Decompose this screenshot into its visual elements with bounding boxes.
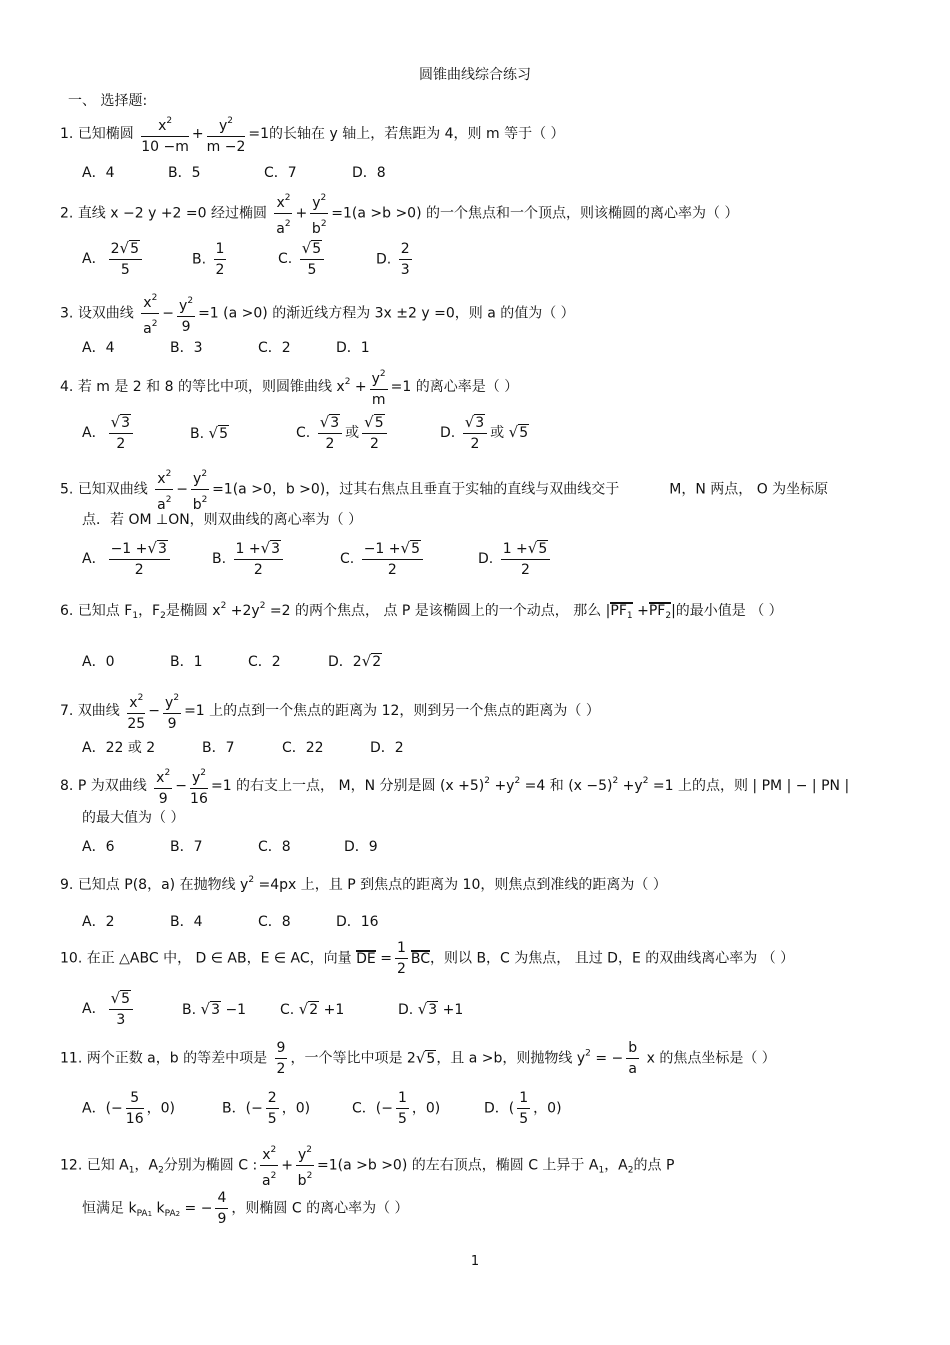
question-10-options	[82, 990, 463, 1028]
option-d[interactable]: D．2√2	[328, 652, 382, 670]
question-6: 6. 已知点 $F_1$，$F_2$是椭圆 $x^2 +2y^2 =2$ 的两个焦点， 点 P 是该椭圆上的一个动点， 那么 $|PF_1 +PF_2|$的最小值是 （ ）	[60, 602, 910, 624]
option-c[interactable]: C．8	[258, 914, 291, 930]
question-1: 1. 已知椭圆 $\frac{x^2}{10 -m}$ + $\frac{y^2}{m -2}$ =1的长轴在 y 轴上，若焦距为 4，则 m 等于（ ）	[60, 113, 910, 155]
option-d[interactable]: D．16	[336, 914, 379, 930]
page-title: 圆锥曲线综合练习	[419, 67, 531, 83]
question-3-options	[82, 341, 370, 355]
question-4-options	[82, 414, 529, 452]
option-a[interactable]: A．4	[82, 340, 115, 356]
option-d[interactable]: D．9	[344, 839, 378, 855]
option-a[interactable]: A．4	[82, 165, 115, 181]
option-a[interactable]: A．2	[82, 914, 115, 930]
option-a[interactable]: A． $\frac{2√5}{5}$	[82, 240, 192, 278]
option-a[interactable]: A． $\frac{√3}{2}$	[82, 414, 190, 452]
option-d[interactable]: D．2	[370, 740, 404, 756]
question-5-options	[82, 540, 553, 578]
question-1-options	[82, 166, 386, 180]
question-12: 12. 已知 $A_1$，$A_2$分别为椭圆 C : $\frac{x^2}{a^2}$ + $\frac{y^2}{b^2}$ =1(a >b >0) 的左右顶点，椭圆 C 上异于 $A_1$，$A_2$的点 P	[60, 1142, 910, 1189]
question-12-line2: 恒满足 $k_{PA1}$ $k_{PA2}$ = − $\frac{4}{9}$ ，则椭圆 C 的离心率为（ ）	[82, 1190, 409, 1227]
option-d[interactable]: D. $\frac{√3}{2}$ 或 √5	[440, 413, 529, 452]
option-d[interactable]: D. $\frac{2}{3}$	[376, 240, 410, 278]
option-b[interactable]: B. $\frac{1}{2}$	[192, 240, 225, 278]
option-a[interactable]: A． $\frac{√5}{3}$	[82, 990, 182, 1028]
option-b[interactable]: B．1	[170, 653, 203, 670]
option-b[interactable]: B. $\frac{1 +√3}{2}$	[212, 540, 340, 578]
option-a[interactable]: A．22 或 2	[82, 740, 156, 756]
question-5: 5. 已知双曲线 $\frac{x^2}{a^2}$ − $\frac{y^2}{b^2}$ =1(a >0，b >0)，过其右焦点且垂直于实轴的直线与双曲线交于 M，N 两点， O 为坐标原	[60, 466, 910, 513]
question-8-line2: 的最大值为（ ）	[82, 810, 185, 826]
question-7-options	[82, 741, 404, 755]
question-11: 11. 两个正数 a，b 的等差中项是 $\frac{9}{2}$ ，一个等比中项是 2√5，且 a >b，则抛物线 $y^2$ = − $\frac{b}{a}$ x 的焦点坐标是（ ）	[60, 1040, 776, 1077]
option-b[interactable]: B. √3 −1	[182, 999, 247, 1018]
option-d[interactable]: D．1	[336, 340, 370, 356]
option-c[interactable]: C．(− $\frac{1}{5}$ ，0)	[352, 1090, 441, 1127]
question-2-options	[82, 240, 415, 278]
question-10: 10. 在正 △ABC 中， D ∈ AB，E ∈ AC，向量 DE = $\frac{1}{2}$ BC，则以 B，C 为焦点， 且过 D，E 的双曲线离心率为 （ ）	[60, 940, 795, 977]
question-11-options	[82, 1090, 562, 1127]
option-b[interactable]: B．3	[170, 340, 203, 356]
option-b[interactable]: B．(− $\frac{2}{5}$ ，0)	[222, 1090, 311, 1127]
option-d[interactable]: D．8	[352, 165, 386, 181]
option-a[interactable]: A．0	[82, 653, 115, 670]
question-4: 4. 若 m 是 2 和 8 的等比中项，则圆锥曲线 $x^2$ + $\frac{y^2}{m}$ =1 的离心率是（ ）	[60, 366, 910, 408]
question-9: 9. 已知点 P(8，a) 在抛物线 $y^2 =4px$ 上，且 P 到焦点的距离为 10，则焦点到准线的距离为（ ）	[60, 875, 667, 893]
option-c[interactable]: C．8	[258, 839, 291, 855]
question-8: 8. P 为双曲线 $\frac{x^2}{9}$ − $\frac{y^2}{16}$ =1 的右支上一点， M，N 分别是圆 $(x +5)^2 +y^2 =4$ 和 $(x -5)^2 +y^2 =1$ 上的点，则 | PM | − | PN |	[60, 765, 910, 807]
page-number: 1	[470, 1254, 480, 1269]
question-6-options	[82, 654, 382, 669]
option-c[interactable]: C. $\frac{√5}{5}$	[278, 240, 376, 278]
question-2: 2. 直线 x −2 y +2 =0 经过椭圆 $\frac{x^2}{a^2}$ + $\frac{y^2}{b^2}$ =1(a >b >0) 的一个焦点和一个顶点，则该椭圆的离心率为（ ）	[60, 190, 910, 237]
question-9-options	[82, 915, 379, 929]
option-b[interactable]: B．7	[170, 839, 203, 855]
section-heading: 一、 选择题:	[68, 93, 148, 109]
option-a[interactable]: A． $\frac{-1 +√3}{2}$	[82, 540, 212, 578]
option-c[interactable]: C．2	[248, 653, 281, 670]
option-c[interactable]: C. $\frac{-1 +√5}{2}$	[340, 540, 478, 578]
option-d[interactable]: D．( $\frac{1}{5}$ ，0)	[484, 1090, 562, 1127]
question-7: 7. 双曲线 $\frac{x^2}{25}$ − $\frac{y^2}{9}$ =1 上的点到一个焦点的距离为 12，则到另一个焦点的距离为（ ）	[60, 690, 910, 732]
question-5-line2: 点．若 OM ⊥ON，则双曲线的离心率为（ ）	[82, 512, 363, 528]
option-c[interactable]: C．22	[282, 740, 324, 756]
question-3: 3. 设双曲线 $\frac{x^2}{a^2}$ − $\frac{y^2}{9}$ =1 (a >0) 的渐近线方程为 3x ±2 y =0，则 a 的值为（ ）	[60, 290, 910, 337]
option-c[interactable]: C. √2 +1	[280, 999, 345, 1018]
option-c[interactable]: C. $\frac{√3}{2}$ 或 $\frac{√5}{2}$	[296, 414, 440, 452]
option-c[interactable]: C．2	[258, 340, 291, 356]
option-b[interactable]: B. √5	[190, 423, 228, 442]
option-d[interactable]: D. √3 +1	[398, 999, 464, 1018]
option-c[interactable]: C．7	[264, 165, 297, 181]
option-b[interactable]: B．4	[170, 914, 203, 930]
option-a[interactable]: A．(− $\frac{5}{16}$ ，0)	[82, 1090, 175, 1127]
option-b[interactable]: B．7	[202, 740, 235, 756]
question-8-options	[82, 840, 378, 854]
option-b[interactable]: B．5	[168, 165, 201, 181]
option-d[interactable]: D. $\frac{1 +√5}{2}$	[478, 540, 553, 578]
option-a[interactable]: A．6	[82, 839, 115, 855]
